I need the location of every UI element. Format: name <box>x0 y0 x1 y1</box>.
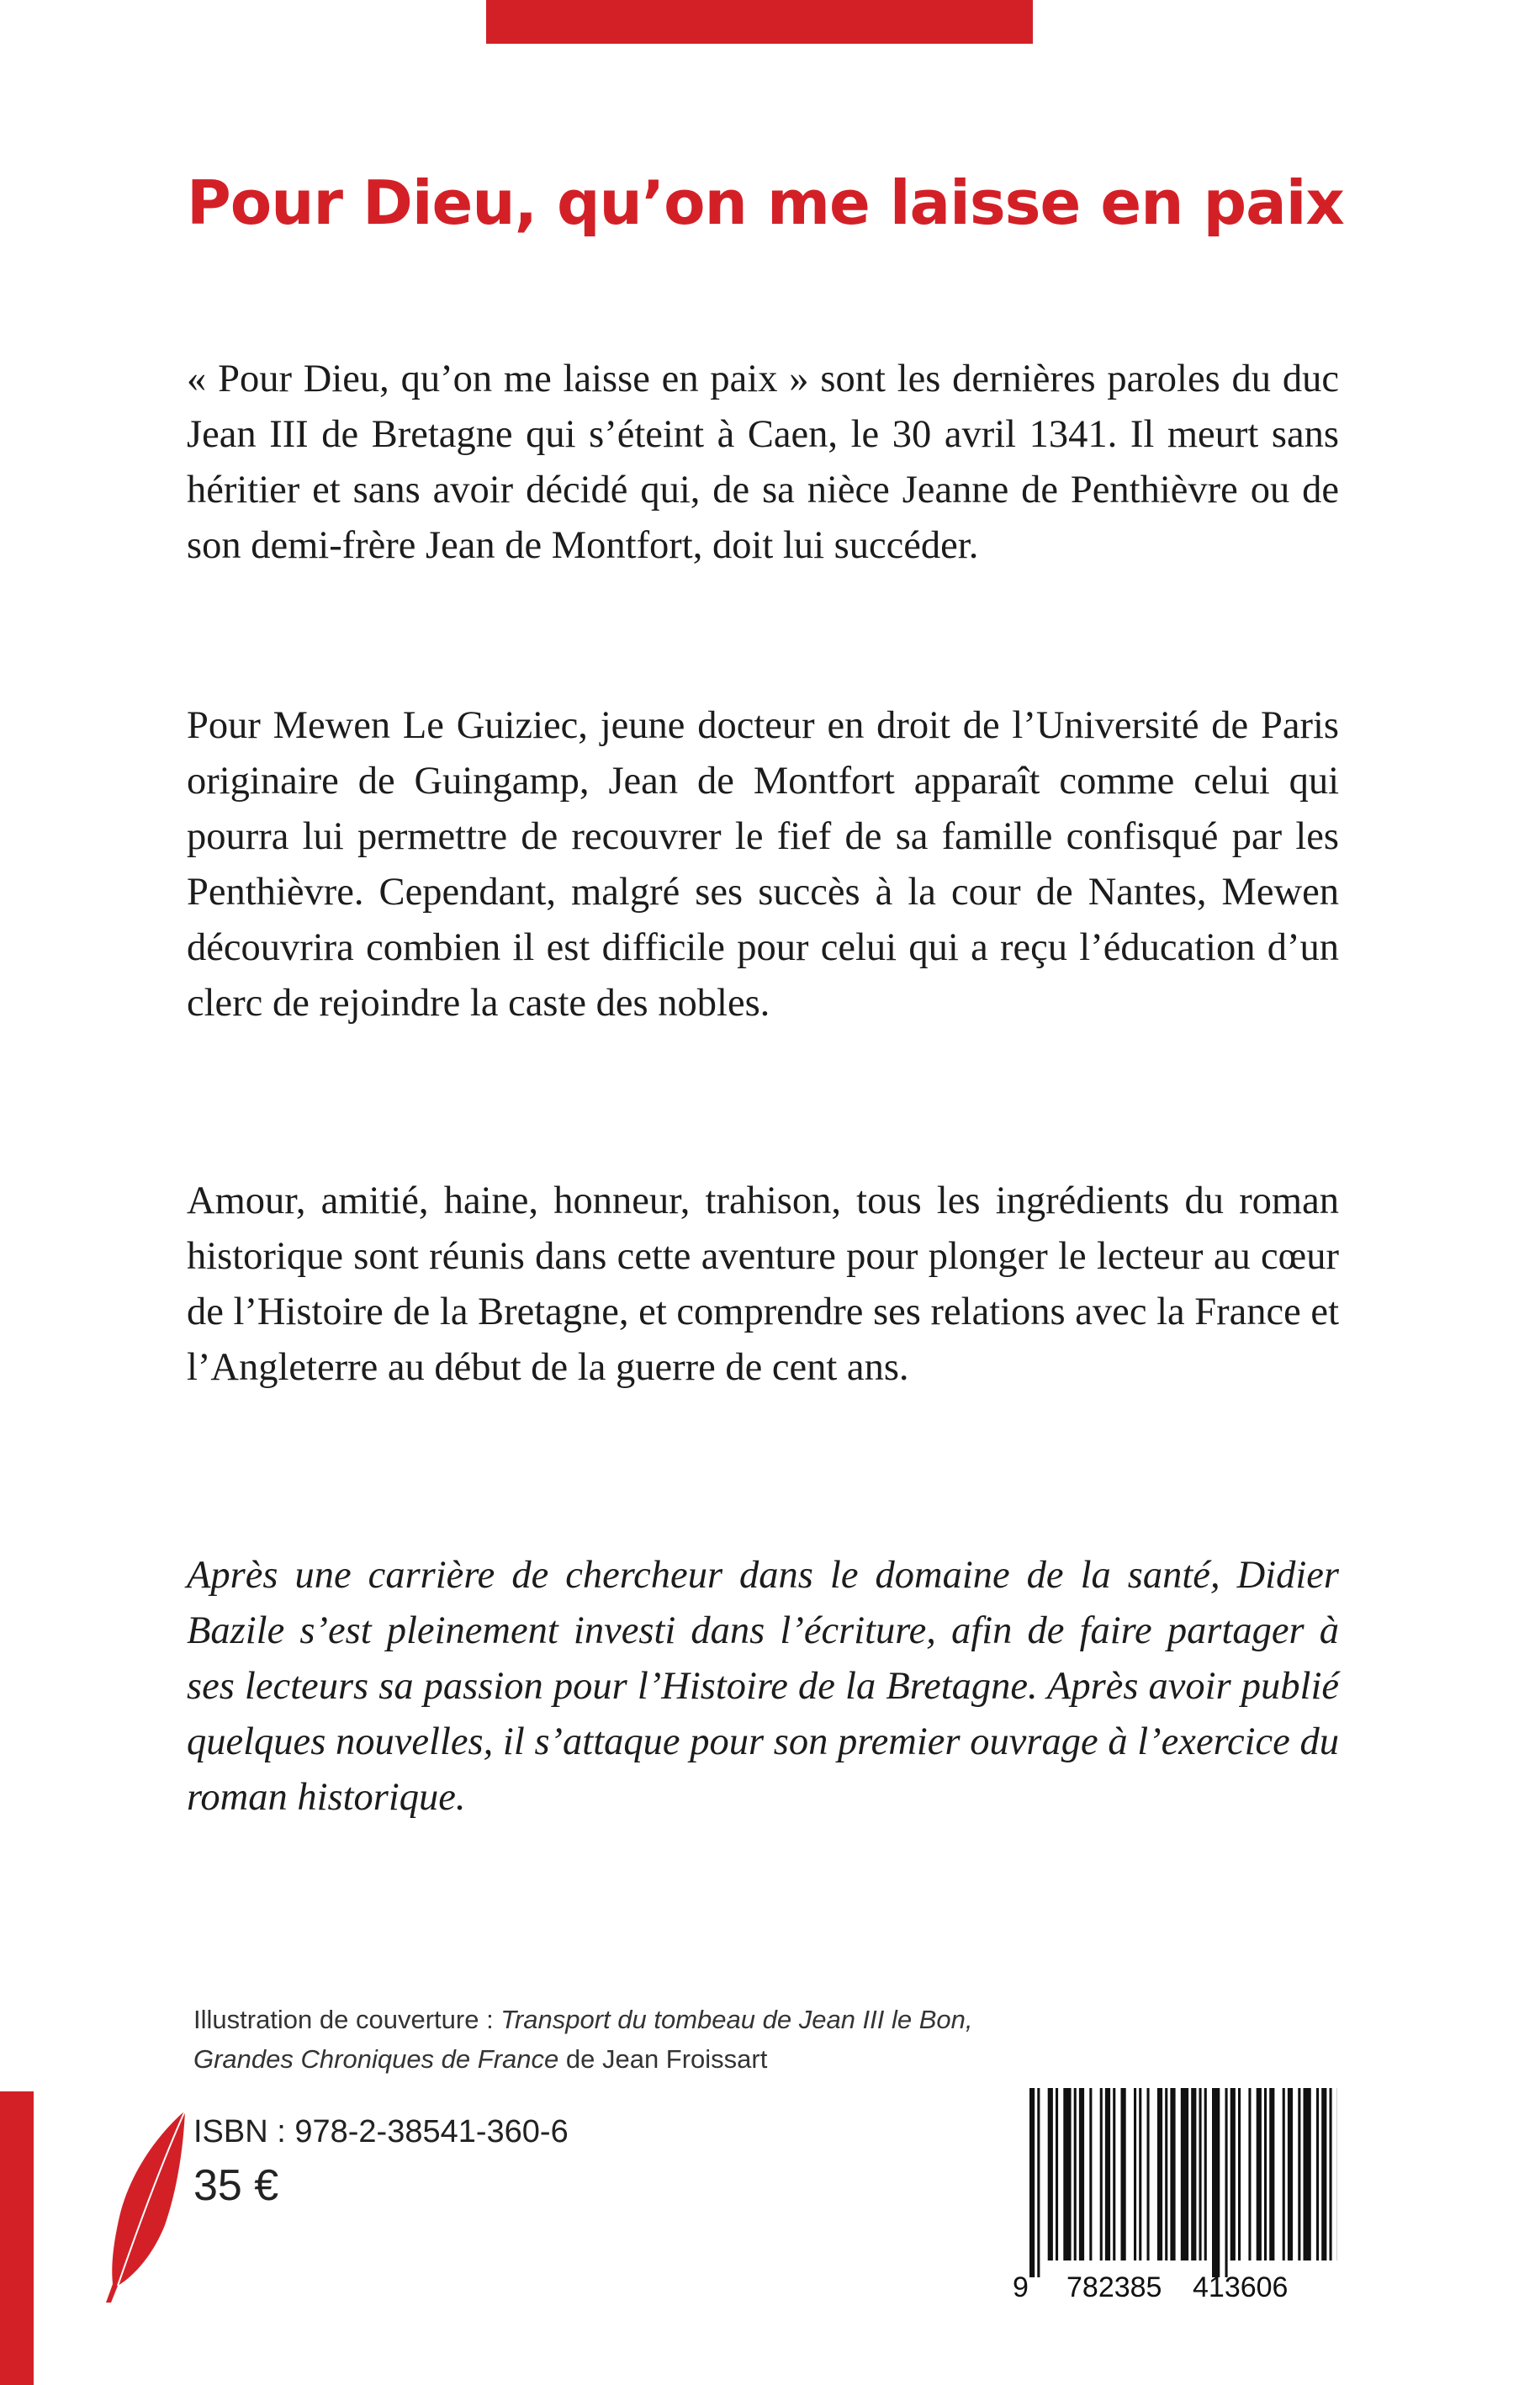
top-accent-bar <box>486 0 1033 44</box>
barcode-bar <box>1304 2088 1311 2260</box>
barcode-bar <box>1121 2088 1126 2260</box>
credits-work-title: Transport du tombeau de Jean III le Bon, Grandes Chroniques de France <box>193 2005 973 2074</box>
barcode-bar <box>1298 2088 1300 2260</box>
barcode-bar <box>1191 2088 1196 2260</box>
barcode-bar <box>1089 2088 1092 2260</box>
barcode-bar <box>1199 2088 1202 2260</box>
barcode-bar <box>1113 2088 1115 2260</box>
barcode-digits-right: 413606 <box>1193 2271 1289 2303</box>
credits-label: Illustration de couverture : <box>193 2005 501 2034</box>
barcode-bar <box>1170 2088 1175 2260</box>
price: 35 € <box>193 2161 279 2210</box>
barcode-bar <box>1157 2088 1162 2260</box>
barcode-digits-left: 782385 <box>1066 2271 1162 2303</box>
barcode-bar <box>1264 2088 1267 2260</box>
barcode-bar <box>1248 2088 1251 2260</box>
barcode-bar <box>1225 2088 1228 2277</box>
barcode-bar <box>1079 2088 1084 2260</box>
barcode-bar <box>1105 2088 1110 2260</box>
cover-illustration-credits <box>193 2000 992 2079</box>
barcode-bar <box>1330 2088 1332 2260</box>
barcode-bar <box>1048 2088 1053 2260</box>
barcode-bar <box>1063 2088 1071 2260</box>
barcode-bar <box>1238 2088 1241 2260</box>
barcode-bar <box>1056 2088 1058 2260</box>
blurb-paragraph-2: Pour Mewen Le Guiziec, jeune docteur en droit de l’Université de Paris originaire de Guingamp, Jean de Montfort apparaît comme celui qui pourra lui permettre de recouvrer le fief de sa famille confisqué par les Penthièvre. Cependant, malgré ses succès à la cour de Nantes, Mewen découvrira combien il est difficile pour celui qui a reçu l’éducation d’un clerc de rejoindre la caste des nobles. <box>187 704 1339 1025</box>
credits-suffix: de Jean Froissart <box>558 2044 768 2074</box>
barcode-bar <box>1212 2088 1220 2277</box>
barcode-bar <box>1181 2088 1188 2260</box>
barcode <box>992 2088 1337 2282</box>
barcode-bar <box>1269 2088 1274 2260</box>
barcode-bar <box>1321 2088 1326 2260</box>
barcode-bar <box>1257 2088 1262 2260</box>
side-accent-bar <box>0 2091 34 2385</box>
barcode-bar <box>1230 2088 1236 2260</box>
barcode-bar <box>1074 2088 1077 2260</box>
barcode-bar <box>1100 2088 1103 2260</box>
barcode-bar <box>1134 2088 1136 2260</box>
barcode-bar <box>1288 2088 1293 2260</box>
book-title: Pour Dieu, qu’on me laisse en paix <box>187 167 1344 238</box>
blurb-paragraph-1: « Pour Dieu, qu’on me laisse en paix » sont les dernières paroles du duc Jean III de Bretagne qui s’éteint à Caen, le 30 avril 1341. Il meurt sans héritier et sans avoir décidé qui, de sa nièce Jeanne de Penthièvre ou de son demi-frère Jean de Montfort, doit lui succéder. <box>187 358 1339 567</box>
barcode-digit-first: 9 <box>1013 2271 1029 2303</box>
barcode-bar <box>1139 2088 1141 2260</box>
barcode-bar <box>1283 2088 1285 2260</box>
barcode-bar <box>1316 2088 1319 2260</box>
feather-icon <box>101 2107 193 2305</box>
barcode-bar <box>1037 2088 1040 2277</box>
barcode-bar <box>1204 2088 1207 2260</box>
author-bio: Après une carrière de chercheur dans le domaine de la santé, Didier Bazile s’est pleinement investi dans l’écriture, afin de faire partager à ses lecteurs sa passion pour l’Histoire de la Bretagne. Après avoir publié quelques nouvelles, il s’attaque pour son premier ouvrage à l’exercice du roman historique. <box>187 1554 1339 1819</box>
isbn: ISBN : 978-2-38541-360-6 <box>193 2114 569 2149</box>
barcode-bar <box>1165 2088 1167 2260</box>
barcode-bar <box>1147 2088 1150 2260</box>
barcode-bar <box>1029 2088 1035 2277</box>
blurb-paragraph-3: Amour, amitié, haine, honneur, trahison, tous les ingrédients du roman historique sont réunis dans cette aventure pour plonger le lecteur au cœur de l’Histoire de la Bretagne, et comprendre ses relations avec la France et l’Angleterre au début de la guerre de cent ans. <box>187 1179 1339 1389</box>
